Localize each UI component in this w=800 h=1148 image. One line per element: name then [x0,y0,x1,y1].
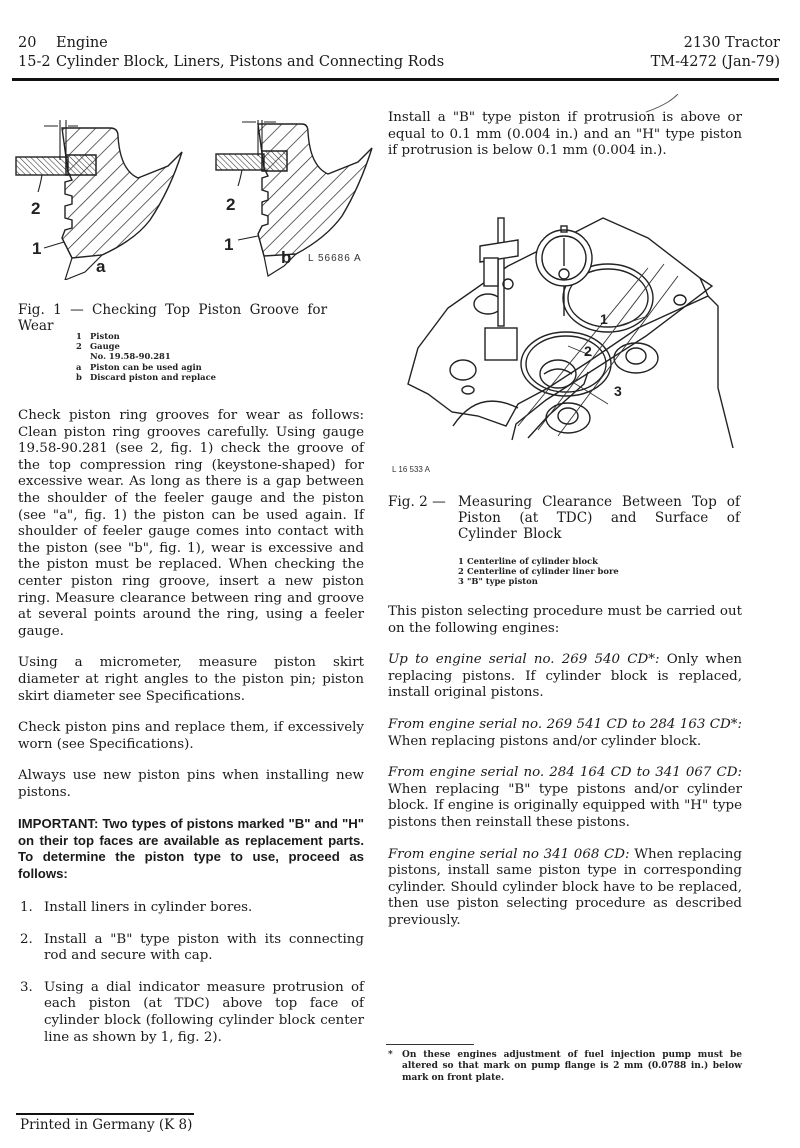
paragraph-ring-grooves: Check piston ring grooves for wear as follows: Clean piston ring grooves carefully. Using gauge 19.58-90.281 (see 2, fig. 1) check the groove of the top compression ring (keystone-shaped) for excessive wear. As long as there is a gap between the shoulder of the feeler gauge and the piston (see "a", fig. 1) the piston can be used again. If shoulder of feeler gauge comes into contact with the piston (see "b", fig. 1), wear is excessive and the piston must be replaced. When checking the center piston ring groove, insert a new piston ring. Measure clearance between ring and groove at several points around the ring, using a feeler gauge. [18,408,364,639]
footnote-text: On these engines adjustment of fuel injection pump must be altered so that mark on pump flange is 2 mm (0.0788 in.) below mark on front plate. [402,1050,742,1083]
fig2-label-2: 2 [584,343,592,359]
left-column [18,408,364,1054]
fig1b-label-2: 2 [226,195,236,214]
step-item: 2. Install a "B" type piston with its connecting rod and secure with cap. [20,931,364,964]
tractor-model: 2130 Tractor [683,35,780,51]
important-note: IMPORTANT: Two types of pistons marked "B" and "H" on their top faces are available as replacement parts. To determine the piston type to use, proceed as follows: [18,816,364,881]
footnote-mark: * [388,1050,393,1060]
header-right [651,34,780,72]
fig1-label-b: b [281,248,292,267]
paragraph-piston-pins: Check piston pins and replace them, if excessively worn (see Specifications). [18,720,364,752]
step-item: 1. Install liners in cylinder bores. [20,900,253,916]
legend-item: a Piston can be used agin [76,361,202,372]
legend-item: 1 Centerline of cylinder block [458,556,598,566]
figure-2-caption-text: Measuring Clearance Between Top of Piston (at TDC) and Surface of Cylinder Block [458,494,740,542]
legend-item: No. 19.58-90.281 [90,351,171,362]
right-column-text [388,604,742,930]
manual-reference: TM-4272 (Jan-79) [650,54,780,70]
figure-2-legend [458,556,619,587]
legend-item: 3 "B" type piston [458,576,538,587]
figure-2-dial-indicator-diagram [388,178,760,468]
step-item: 3. Using a dial indicator measure protrusion of each piston (at TDC) above top face of cylinder block (following cylinder block center line as shown by 1, fig. 2). [20,979,364,1045]
procedure-steps [18,900,364,1046]
legend-item: 2 Centerline of cylinder liner bore [458,566,619,577]
figure-2-caption [388,494,740,542]
fig1b-label-1: 1 [224,235,234,254]
header-left [18,34,444,72]
fig1a-label-2: 2 [31,199,41,218]
piston-type-rule: Install a "B" type piston if protrusion is above or equal to 0.1 mm (0.004 in.) and an "H" type piston if protrusion is below 0.1 mm (0.004 in.). [388,110,742,159]
fig2-label-3: 3 [614,383,622,399]
figure-1-legend [76,331,216,382]
pencil-mark [640,94,690,114]
section-title: Engine [56,35,108,51]
paragraph-micrometer: Using a micrometer, measure piston skirt diameter at right angles to the piston pin; piston skirt diameter see Specifications. [18,655,364,704]
section-number: 20 [18,35,37,51]
serial-range-paragraph: From engine serial no. 284 164 CD to 341 067 CD: When replacing "B" type pistons and/or cylinder block. If engine is originally equipped with "H" type pistons then reinstall these pistons. [388,765,742,830]
fig1-label-a: a [96,257,106,276]
legend-item: 2 Gauge [76,341,120,352]
fig1a-label-1: 1 [32,239,42,258]
serial-range-paragraph: Up to engine serial no. 269 540 CD*: Only when replacing pistons. If cylinder block is replaced, install original pistons. [388,652,742,701]
selecting-procedure-intro: This piston selecting procedure must be carried out on the following engines: [388,604,742,636]
header-rule [12,78,779,81]
figure-1-piston-groove-diagram [10,120,380,280]
serial-range-paragraph: From engine serial no. 269 541 CD to 284 163 CD*: When replacing pistons and/or cylinder block. [388,716,742,749]
footnote-rule [386,1044,474,1045]
subsection-number: 15-2 [18,54,51,70]
legend-item: 1 Piston [76,331,120,341]
legend-item: b Discard piston and replace [76,371,217,382]
footnote [388,1050,742,1084]
figure-2-code: L 16 533 A [392,465,430,474]
fig1-code: L 56686 A [308,253,362,264]
subsection-title: Cylinder Block, Liners, Pistons and Connecting Rods [56,54,445,70]
printed-in: Printed in Germany (K 8) [20,1117,193,1133]
serial-range-paragraph: From engine serial no 341 068 CD: When replacing pistons, install same piston type in corresponding cylinder. Should cylinder block have to be replaced, then use piston selecting procedure as described previously. [388,846,742,928]
figure-2-caption-prefix: Fig. 2 — [388,494,446,510]
fig2-label-1: 1 [600,311,608,327]
paragraph-new-pins: Always use new piston pins when installing new pistons. [18,768,364,800]
figure-1-caption: Fig. 1 — Checking Top Piston Groove for Wear [18,302,328,334]
footer-rule [16,1113,194,1115]
